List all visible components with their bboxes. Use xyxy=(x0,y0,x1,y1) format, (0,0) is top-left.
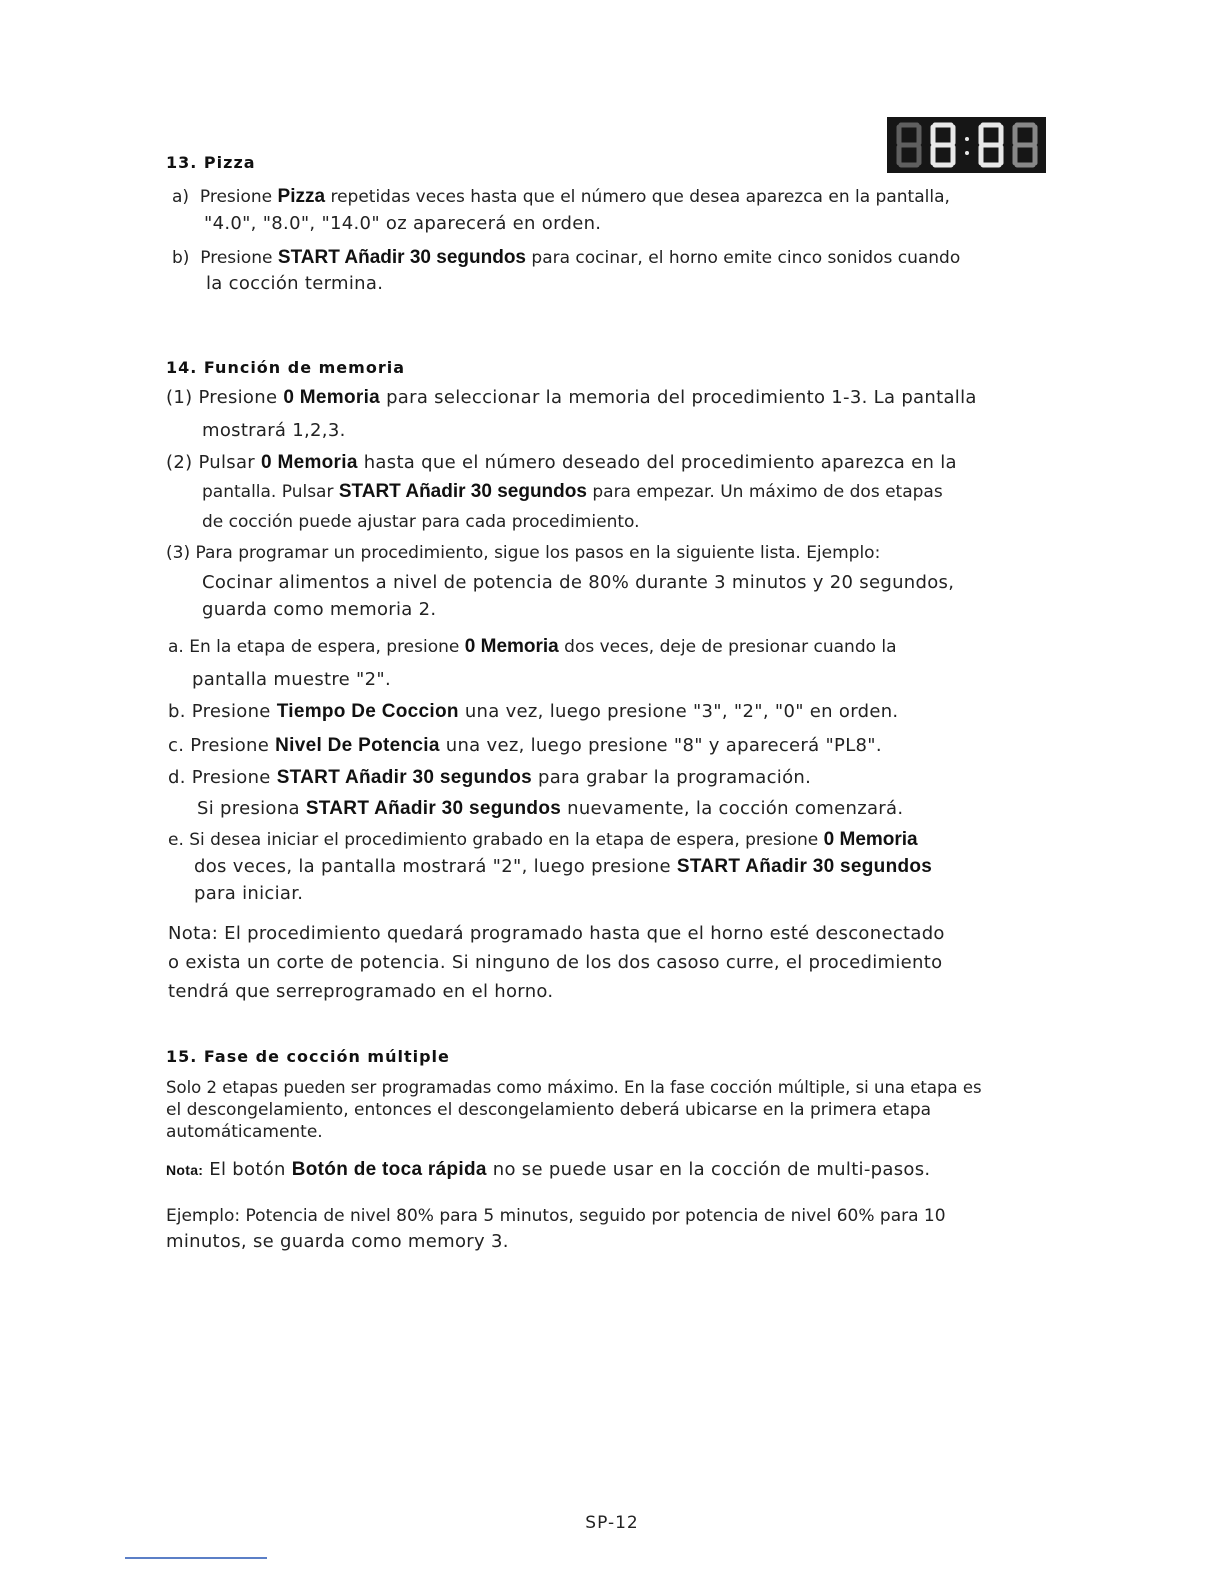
section-14-title: 14. Función de memoria xyxy=(166,358,405,377)
substep-c: c. Presione Nivel De Potencia una vez, luego presione "8" y aparecerá "PL8". xyxy=(168,735,882,756)
multistage-example-line2: minutos, se guarda como memory 3. xyxy=(166,1231,509,1252)
memory-step-2-line3: de cocción puede ajustar para cada procedimiento. xyxy=(202,512,640,532)
memory-step-3-line2: Cocinar alimentos a nivel de potencia de 80% durante 3 minutos y 20 segundos, xyxy=(202,572,955,593)
memory-step-2-line2: pantalla. Pulsar START Añadir 30 segundos para empezar. Un máximo de dos etapas xyxy=(202,481,943,502)
substep-e-line2: dos veces, la pantalla mostrará "2", luego presione START Añadir 30 segundos xyxy=(194,856,933,877)
memory-note-line3: tendrá que serreprogramado en el horno. xyxy=(168,981,554,1002)
multistage-note: Nota: El botón Botón de toca rápida no se puede usar en la cocción de multi-pasos. xyxy=(166,1159,931,1180)
memory-step-2-line1: (2) Pulsar 0 Memoria hasta que el número deseado del procedimiento aparezca en la xyxy=(166,452,957,473)
multistage-para-line1: Solo 2 etapas pueden ser programadas como máximo. En la fase cocción múltiple, si una etapa es xyxy=(166,1078,982,1097)
memory-note-line1: Nota: El procedimiento quedará programado hasta que el horno esté desconectado xyxy=(168,923,945,944)
section-15-title: 15. Fase de cocción múltiple xyxy=(166,1047,450,1066)
memory-step-3-line3: guarda como memoria 2. xyxy=(202,599,437,620)
pizza-step-b-line1: b) Presione START Añadir 30 segundos para cocinar, el horno emite cinco sonidos cuando xyxy=(172,247,961,268)
footer-rule xyxy=(125,1557,267,1559)
page-number: SP-12 xyxy=(585,1513,639,1533)
multistage-example-line1: Ejemplo: Potencia de nivel 80% para 5 minutos, seguido por potencia de nivel 60% para 10 xyxy=(166,1206,946,1226)
pizza-step-b-line2: la cocción termina. xyxy=(206,273,384,294)
multistage-para-line3: automáticamente. xyxy=(166,1122,323,1142)
substep-a-line2: pantalla muestre "2". xyxy=(192,669,391,690)
lcd-digits-icon xyxy=(887,117,1046,173)
section-13-title: 13. Pizza xyxy=(166,153,256,172)
substep-e-line3: para iniciar. xyxy=(194,883,304,904)
memory-step-1-line2: mostrará 1,2,3. xyxy=(202,420,346,441)
multistage-para-line2: el descongelamiento, entonces el descongelamiento deberá ubicarse en la primera etapa xyxy=(166,1100,932,1120)
substep-a-line1: a. En la etapa de espera, presione 0 Memoria dos veces, deje de presionar cuando la xyxy=(168,636,897,657)
substep-d-line2: Si presiona START Añadir 30 segundos nuevamente, la cocción comenzará. xyxy=(197,798,904,819)
substep-d-line1: d. Presione START Añadir 30 segundos para grabar la programación. xyxy=(168,767,812,788)
memory-step-3-line1: (3) Para programar un procedimiento, sigue los pasos en la siguiente lista. Ejemplo: xyxy=(166,543,881,563)
memory-step-1-line1: (1) Presione 0 Memoria para seleccionar la memoria del procedimiento 1-3. La pantalla xyxy=(166,387,977,408)
pizza-step-a-line1: a) Presione Pizza repetidas veces hasta que el número que desea aparezca en la pantalla, xyxy=(172,186,950,207)
substep-b: b. Presione Tiempo De Coccion una vez, luego presione "3", "2", "0" en orden. xyxy=(168,701,899,722)
pizza-step-a-line2: "4.0", "8.0", "14.0" oz aparecerá en orden. xyxy=(204,213,602,234)
memory-note-line2: o exista un corte de potencia. Si ninguno de los dos casoso curre, el procedimiento xyxy=(168,952,943,973)
lcd-display xyxy=(887,117,1046,173)
substep-e-line1: e. Si desea iniciar el procedimiento grabado en la etapa de espera, presione 0 Memoria xyxy=(168,829,918,850)
